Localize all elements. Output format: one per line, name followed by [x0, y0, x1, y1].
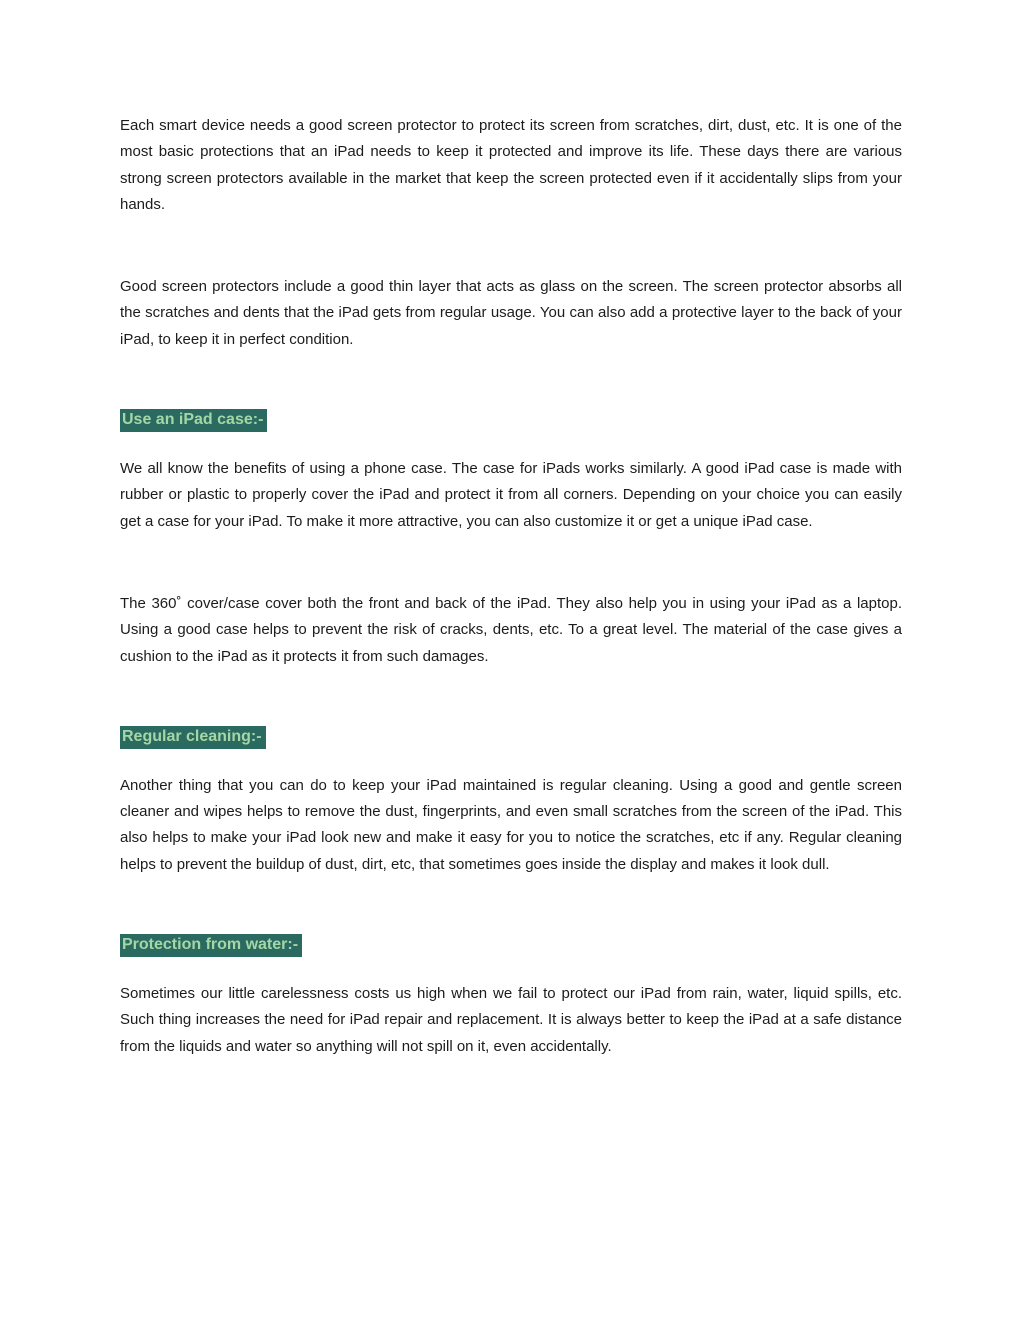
paragraph-regular-cleaning-details: Another thing that you can do to keep your iPad maintained is regular cleaning. Using a good and gentle screen cleaner and wipes helps to remove the dust, fingerprints, and even small scratches from the screen of the iPad. This also helps to make your iPad look new and make it easy for you to notice the scratches, etc if any. Regular cleaning helps to prevent the buildup of dust, dirt, etc, that sometimes goes inside the display and makes it look dull.	[120, 776, 902, 873]
section-heading-row-regular-cleaning	[120, 726, 902, 749]
paragraph-water-protection-details: Sometimes our little carelessness costs us high when we fail to protect our iPad from rain, water, liquid spills, etc. Such thing increases the need for iPad repair and replacement. It is always better to keep the iPad at a safe distance from the liquids and water so anything will not spill on it, even accidentally.	[120, 985, 902, 1055]
section-heading-row-ipad-case	[120, 409, 902, 432]
section-heading-row-protection-from-water	[120, 934, 902, 957]
paragraph-360-cover-case: The 360˚ cover/case cover both the front and back of the iPad. They also help you in using your iPad as a laptop. Using a good case helps to prevent the risk of cracks, dents, etc. To a great level. The material of the case gives a cushion to the iPad as it protects it from such damages.	[120, 594, 902, 665]
paragraph-screen-protector-benefits: Good screen protectors include a good thin layer that acts as glass on the screen. The screen protector absorbs all the scratches and dents that the iPad gets from regular usage. You can also add a protective layer to the back of your iPad, to keep it in perfect condition.	[120, 278, 902, 348]
paragraph-screen-protector-intro: Each smart device needs a good screen protector to protect its screen from scratches, dirt, dust, etc. It is one of the most basic protections that an iPad needs to keep it protected and improve its life. These days there are various strong screen protectors available in the market that keep the screen protected even if it accidentally slips from your hands.	[120, 117, 902, 213]
heading-protection-from-water: Protection from water:-	[120, 934, 302, 957]
heading-regular-cleaning: Regular cleaning:-	[120, 726, 266, 749]
heading-use-an-ipad-case: Use an iPad case:-	[120, 409, 267, 432]
paragraph-ipad-case-benefits: We all know the benefits of using a phone case. The case for iPads works similarly. A good iPad case is made with rubber or plastic to properly cover the iPad and protect it from all corners. Depending on your choice you can easily get a case for your iPad. To make it more attractive, you can also customize it or get a unique iPad case.	[120, 460, 902, 530]
